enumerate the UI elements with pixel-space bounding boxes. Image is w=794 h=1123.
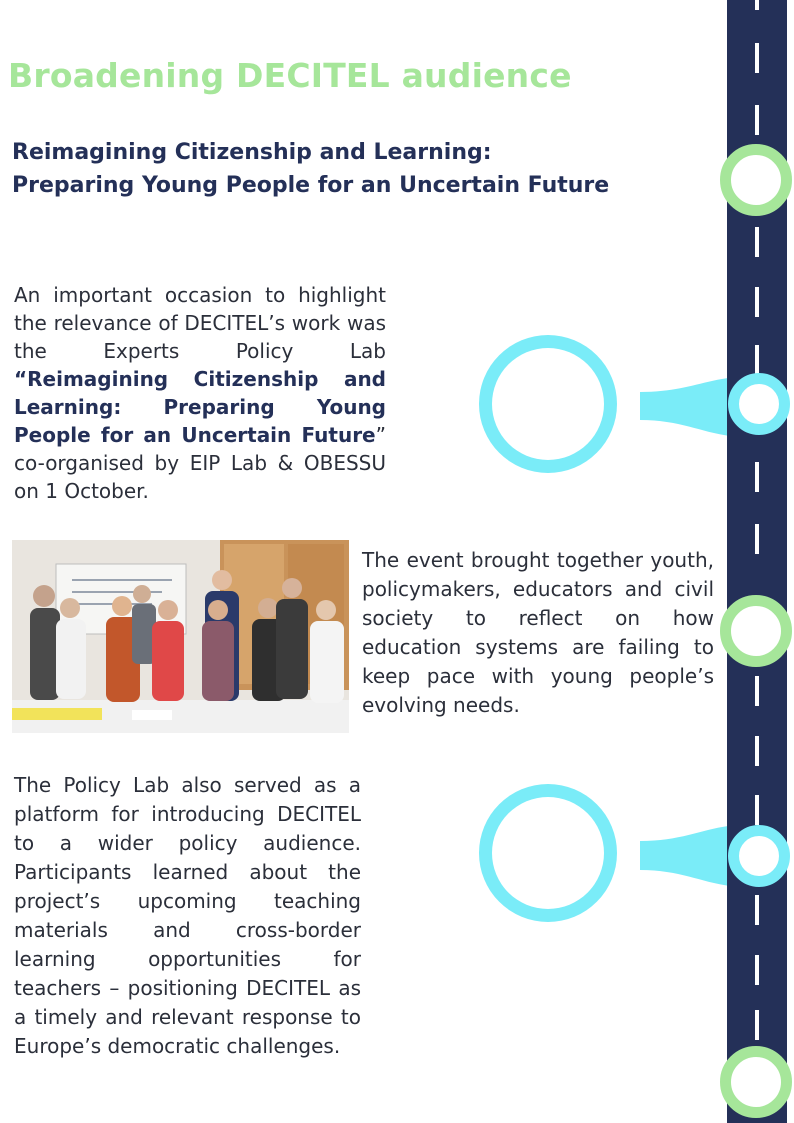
policy-lab-paragraph: The Policy Lab also served as a platform for introducing DECITEL to a wider policy audience. Participants learned about the project’s upcoming teaching materials and cross-border learning opportunities for teachers – positioning DECITEL as a timely and relevant response to Europe’s democratic challenges. bbox=[14, 773, 361, 1058]
road-dash bbox=[755, 0, 759, 10]
timeline-milestone-ring bbox=[720, 1046, 792, 1118]
road-dash bbox=[755, 287, 759, 317]
road-dash bbox=[755, 795, 759, 825]
event-title-line-1: Reimagining Citizenship and Learning: bbox=[12, 140, 492, 165]
page-heading: Broadening DECITEL audience bbox=[8, 56, 572, 95]
connector-upper bbox=[479, 335, 730, 473]
road-dash bbox=[755, 676, 759, 706]
timeline-milestone-ring bbox=[720, 595, 792, 667]
intro-text-end: ” co-organised by EIP Lab & OBESSU on 1 October. bbox=[14, 423, 386, 503]
intro-text-start: An important occasion to highlight the relevance of DECITEL’s work was the Experts Policy Lab bbox=[14, 283, 386, 363]
road-dash bbox=[755, 227, 759, 257]
road-dash bbox=[755, 462, 759, 492]
timeline-connector-ring bbox=[728, 825, 790, 887]
road-dash bbox=[755, 736, 759, 766]
road-dash bbox=[755, 895, 759, 925]
road-dash bbox=[755, 1010, 759, 1040]
road-dash bbox=[755, 105, 759, 135]
road-dash bbox=[755, 955, 759, 985]
event-title-line-2: Preparing Young People for an Uncertain Future bbox=[12, 173, 610, 198]
event-description-paragraph: The event brought together youth, policymakers, educators and civil society to reflect on how education systems are failing to keep pace with young people’s evolving needs. bbox=[362, 548, 714, 717]
road-dash bbox=[755, 345, 759, 375]
road-dash bbox=[755, 524, 759, 554]
intro-event-name: “Reimagining Citizenship and Learning: Preparing Young People for an Uncertain Future bbox=[14, 367, 386, 447]
road-dash bbox=[755, 43, 759, 73]
connector-lower bbox=[479, 784, 730, 922]
timeline-connector-ring bbox=[728, 373, 790, 435]
timeline-milestone-ring bbox=[720, 144, 792, 216]
